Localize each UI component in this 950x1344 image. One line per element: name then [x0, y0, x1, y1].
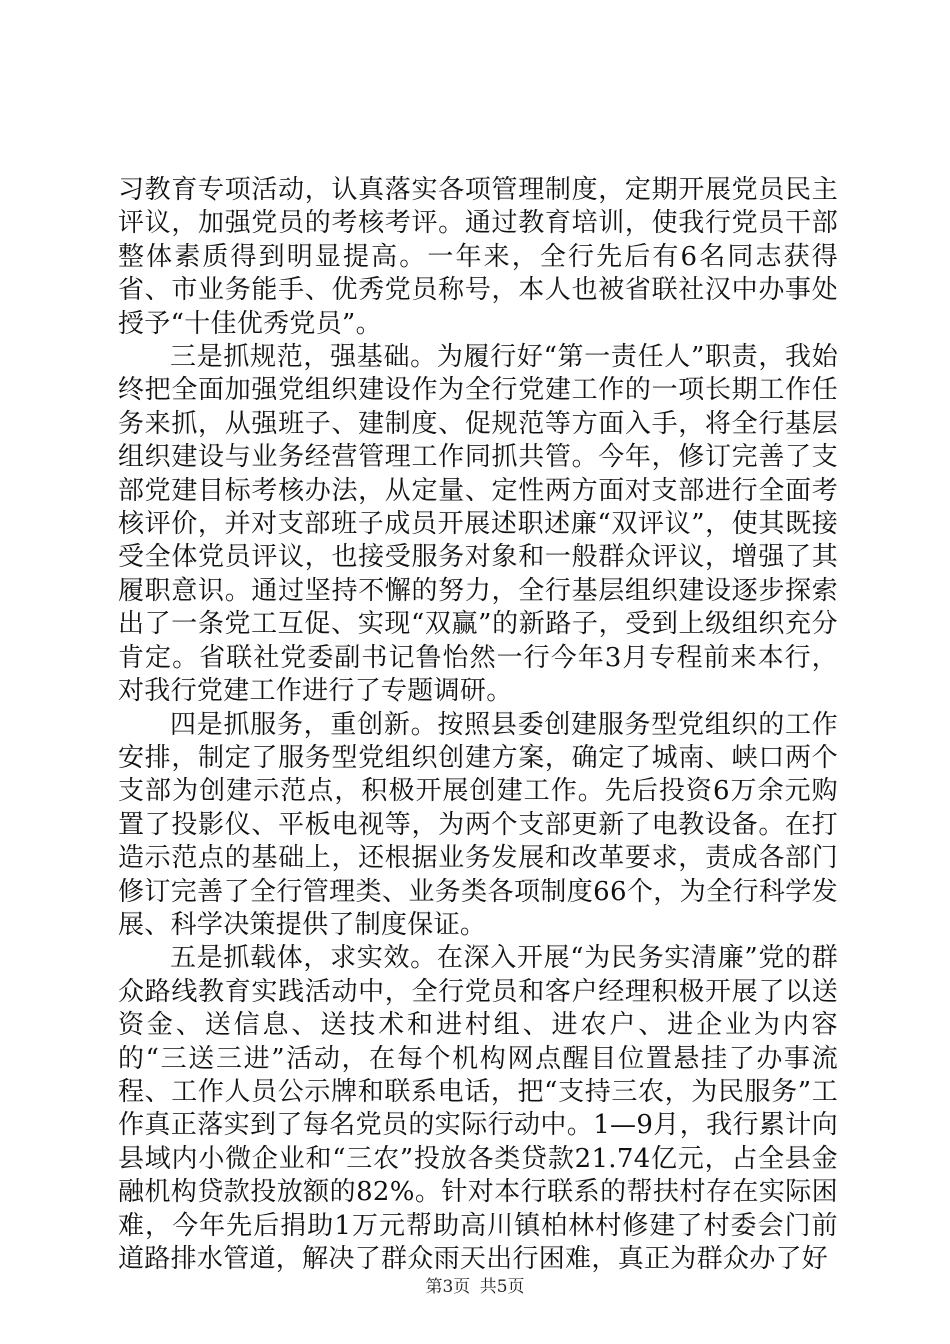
paragraph-continuation: 习教育专项活动，认真落实各项管理制度，定期开展党员民主评议，加强党员的考核考评。通过教育培训，使我行党员干部整体素质得到明显提高。一年来，全行先后有6名同志获得省、市业务能手、优秀党员称号，本人也被省联社汉中办事处授予“十佳优秀党员”。	[118, 175, 838, 339]
document-body	[118, 174, 838, 1276]
page-footer	[0, 1276, 950, 1298]
paragraph-service: 四是抓服务，重创新。按照县委创建服务型党组织的工作安排，制定了服务型党组织创建方案，确定了城南、峡口两个支部为创建示范点，积极开展创建工作。先后投资6万余元购置了投影仪、平板电视等，为两个支部更新了电教设备。在打造示范点的基础上，还根据业务发展和改革要求，责成各部门修订完善了全行管理类、业务类各项制度66个，为全行科学发展、科学决策提供了制度保证。	[118, 709, 838, 940]
page-number: 第3页	[425, 1277, 471, 1297]
paragraph-standardization: 三是抓规范，强基础。为履行好“第一责任人”职责，我始终把全面加强党组织建设作为全行党建工作的一项长期工作任务来抓，从强班子、建制度、促规范等方面入手，将全行基层组织建设与业务经营管理工作同抓共管。今年，修订完善了支部党建目标考核办法，从定量、定性两方面对支部进行全面考核评价，并对支部班子成员开展述职述廉“双评议”，使其既接受全体党员评议，也接受服务对象和一般群众评议，增强了其履职意识。通过坚持不懈的努力，全行基层组织建设逐步探索出了一条党工互促、实现“双赢”的新路子，受到上级组织充分肯定。省联社党委副书记鲁怡然一行今年3月专程前来本行，对我行党建工作进行了专题调研。	[118, 342, 839, 707]
page-total: 共5页	[479, 1277, 525, 1297]
paragraph-carrier: 五是抓载体，求实效。在深入开展“为民务实清廉”党的群众路线教育实践活动中，全行党员和客户经理积极开展了以送资金、送信息、送技术和进村组、进农户、进企业为内容的“三送三进”活动，在每个机构网点醒目位置悬挂了办事流程、工作人员公示牌和联系电话，把“支持三农，为民服务”工作真正落实到了每名党员的实际行动中。1—9月，我行累计向县域内小微企业和“三农”投放各类贷款21.74亿元，占全县金融机构贷款投放额的82%。针对本行联系的帮扶村存在实际困难，今年先后捐助1万元帮助高川镇柏林村修建了村委会门前道路排水管道，解决了群众雨天出行困难，真正为群众办了好	[118, 943, 839, 1274]
